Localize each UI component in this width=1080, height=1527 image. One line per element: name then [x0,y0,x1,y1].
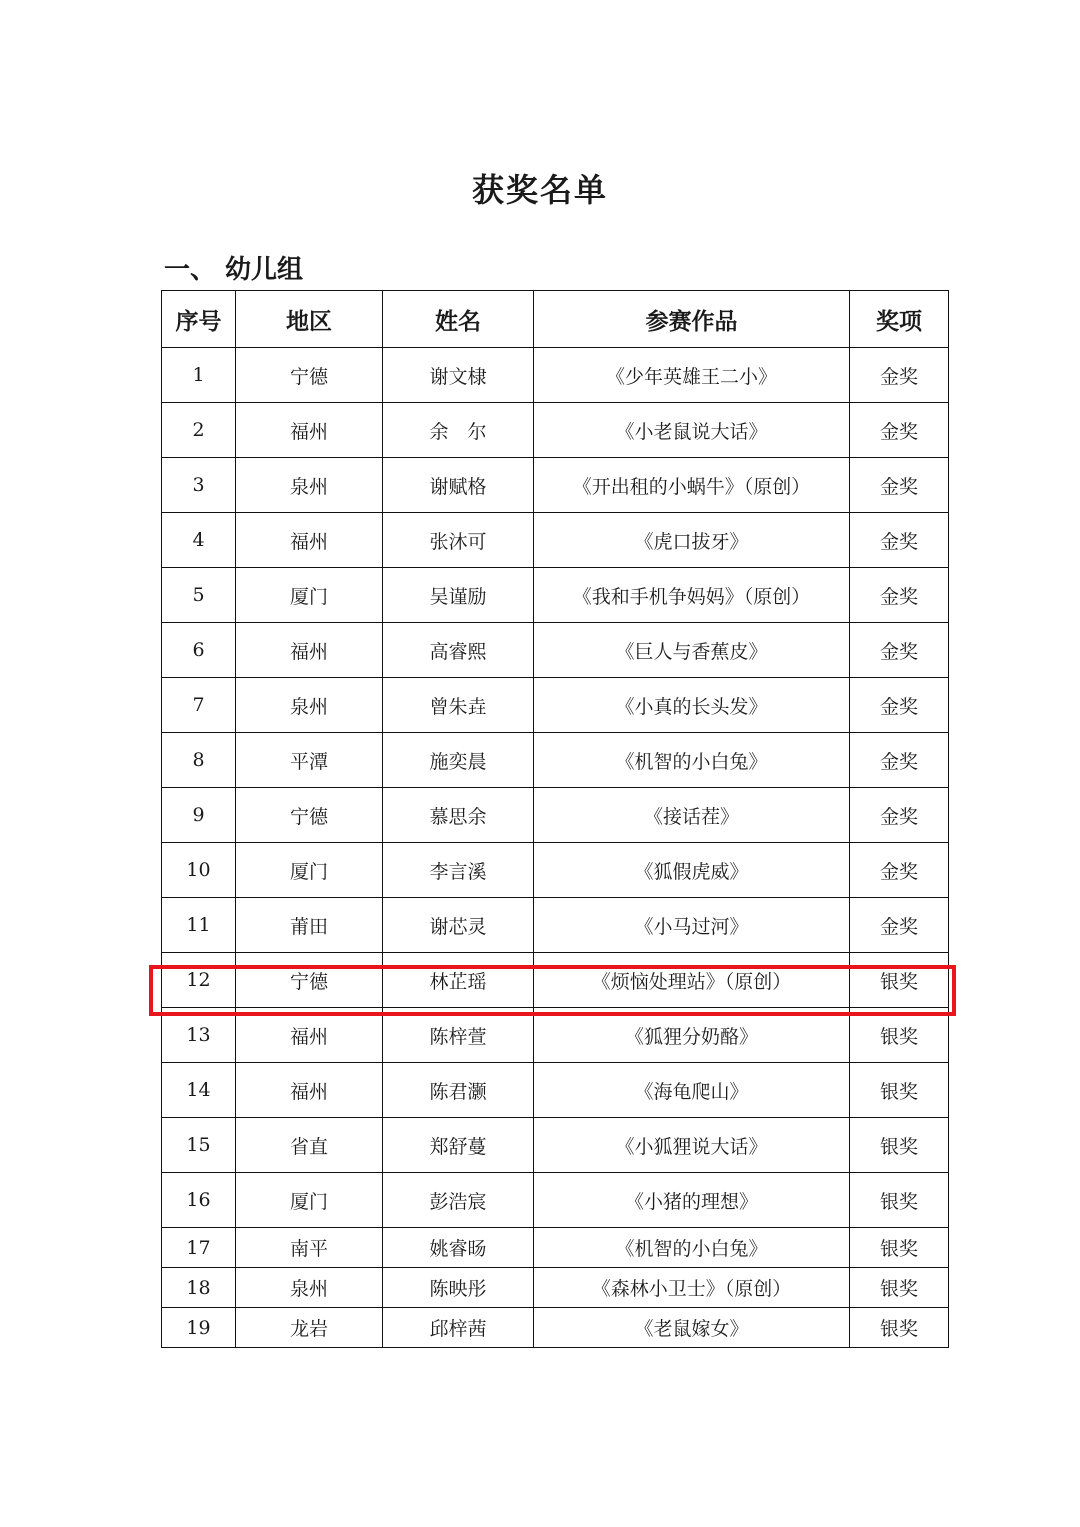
cell-work: 《小猪的理想》 [534,1173,850,1228]
cell-award: 银奖 [850,1063,949,1118]
cell-name: 高睿熙 [383,623,534,678]
cell-award: 金奖 [850,568,949,623]
cell-name: 谢文棣 [383,348,534,403]
cell-award: 金奖 [850,843,949,898]
cell-work: 《小真的长头发》 [534,678,850,733]
section-title: 一、 幼儿组 [164,255,304,285]
table-row [162,788,949,843]
cell-name: 张沐可 [383,513,534,568]
cell-award: 金奖 [850,788,949,843]
cell-index: 16 [162,1173,236,1228]
table-row [162,1118,949,1173]
header-work: 参赛作品 [534,291,850,348]
cell-award: 金奖 [850,898,949,953]
cell-region: 莆田 [236,898,383,953]
cell-region: 厦门 [236,1173,383,1228]
cell-name: 慕思余 [383,788,534,843]
table-row [162,733,949,788]
cell-work: 《少年英雄王二小》 [534,348,850,403]
cell-award: 金奖 [850,348,949,403]
table-row [162,1308,949,1348]
cell-name: 彭浩宸 [383,1173,534,1228]
cell-region: 泉州 [236,1268,383,1308]
cell-name: 陈君灏 [383,1063,534,1118]
cell-name: 吴谨励 [383,568,534,623]
table-row [162,348,949,403]
cell-work: 《开出租的小蜗牛》（原创） [534,458,850,513]
cell-index: 6 [162,623,236,678]
award-table [161,290,949,1348]
cell-work: 《小狐狸说大话》 [534,1118,850,1173]
cell-region: 泉州 [236,678,383,733]
cell-name: 谢赋格 [383,458,534,513]
cell-region: 省直 [236,1118,383,1173]
cell-award: 银奖 [850,1008,949,1063]
cell-index: 4 [162,513,236,568]
cell-index: 11 [162,898,236,953]
cell-award: 银奖 [850,1173,949,1228]
cell-index: 2 [162,403,236,458]
header-award: 奖项 [850,291,949,348]
cell-name: 陈梓萱 [383,1008,534,1063]
cell-region: 福州 [236,513,383,568]
cell-work: 《机智的小白兔》 [534,1228,850,1268]
cell-award: 金奖 [850,458,949,513]
cell-index: 7 [162,678,236,733]
table-row [162,1063,949,1118]
cell-region: 泉州 [236,458,383,513]
cell-index: 12 [162,953,236,1008]
cell-work: 《接话茬》 [534,788,850,843]
cell-index: 10 [162,843,236,898]
cell-work: 《我和手机争妈妈》（原创） [534,568,850,623]
cell-region: 福州 [236,623,383,678]
cell-work: 《森林小卫士》（原创） [534,1268,850,1308]
cell-index: 1 [162,348,236,403]
cell-award: 银奖 [850,1228,949,1268]
table-row [162,1268,949,1308]
cell-index: 3 [162,458,236,513]
cell-region: 宁德 [236,788,383,843]
table-row [162,568,949,623]
cell-name: 谢芯灵 [383,898,534,953]
cell-index: 15 [162,1118,236,1173]
cell-award: 银奖 [850,953,949,1008]
cell-work: 《狐假虎威》 [534,843,850,898]
table-row [162,458,949,513]
cell-award: 金奖 [850,678,949,733]
table-row [162,678,949,733]
cell-region: 福州 [236,403,383,458]
table-row [162,843,949,898]
cell-name: 姚睿旸 [383,1228,534,1268]
cell-region: 宁德 [236,348,383,403]
cell-index: 9 [162,788,236,843]
cell-award: 银奖 [850,1268,949,1308]
cell-region: 平潭 [236,733,383,788]
cell-name: 余 尔 [383,403,534,458]
header-name: 姓名 [383,291,534,348]
cell-work: 《机智的小白兔》 [534,733,850,788]
cell-index: 18 [162,1268,236,1308]
cell-work: 《老鼠嫁女》 [534,1308,850,1348]
cell-award: 金奖 [850,733,949,788]
cell-work: 《小马过河》 [534,898,850,953]
cell-work: 《虎口拔牙》 [534,513,850,568]
cell-region: 福州 [236,1008,383,1063]
table-body [162,348,949,1348]
header-index: 序号 [162,291,236,348]
cell-work: 《烦恼处理站》（原创） [534,953,850,1008]
table-header-row [162,291,949,348]
cell-index: 14 [162,1063,236,1118]
cell-award: 金奖 [850,403,949,458]
table-row [162,1008,949,1063]
table-row [162,898,949,953]
cell-index: 17 [162,1228,236,1268]
table-row [162,1228,949,1268]
cell-award: 金奖 [850,623,949,678]
cell-name: 陈映彤 [383,1268,534,1308]
cell-region: 宁德 [236,953,383,1008]
table-row [162,513,949,568]
table-row [162,623,949,678]
cell-region: 龙岩 [236,1308,383,1348]
cell-work: 《海龟爬山》 [534,1063,850,1118]
cell-region: 福州 [236,1063,383,1118]
cell-name: 李言溪 [383,843,534,898]
cell-index: 19 [162,1308,236,1348]
cell-index: 13 [162,1008,236,1063]
cell-region: 厦门 [236,843,383,898]
cell-name: 曾朱垚 [383,678,534,733]
header-region: 地区 [236,291,383,348]
cell-region: 厦门 [236,568,383,623]
cell-name: 施奕晨 [383,733,534,788]
cell-award: 银奖 [850,1308,949,1348]
cell-index: 8 [162,733,236,788]
cell-name: 郑舒蔓 [383,1118,534,1173]
table-row [162,403,949,458]
cell-index: 5 [162,568,236,623]
cell-work: 《狐狸分奶酪》 [534,1008,850,1063]
table-row [162,1173,949,1228]
cell-award: 金奖 [850,513,949,568]
cell-work: 《巨人与香蕉皮》 [534,623,850,678]
cell-region: 南平 [236,1228,383,1268]
table-row [162,953,949,1008]
cell-award: 银奖 [850,1118,949,1173]
cell-name: 林芷瑶 [383,953,534,1008]
cell-work: 《小老鼠说大话》 [534,403,850,458]
cell-name: 邱梓茜 [383,1308,534,1348]
document-title: 获奖名单 [471,171,608,209]
